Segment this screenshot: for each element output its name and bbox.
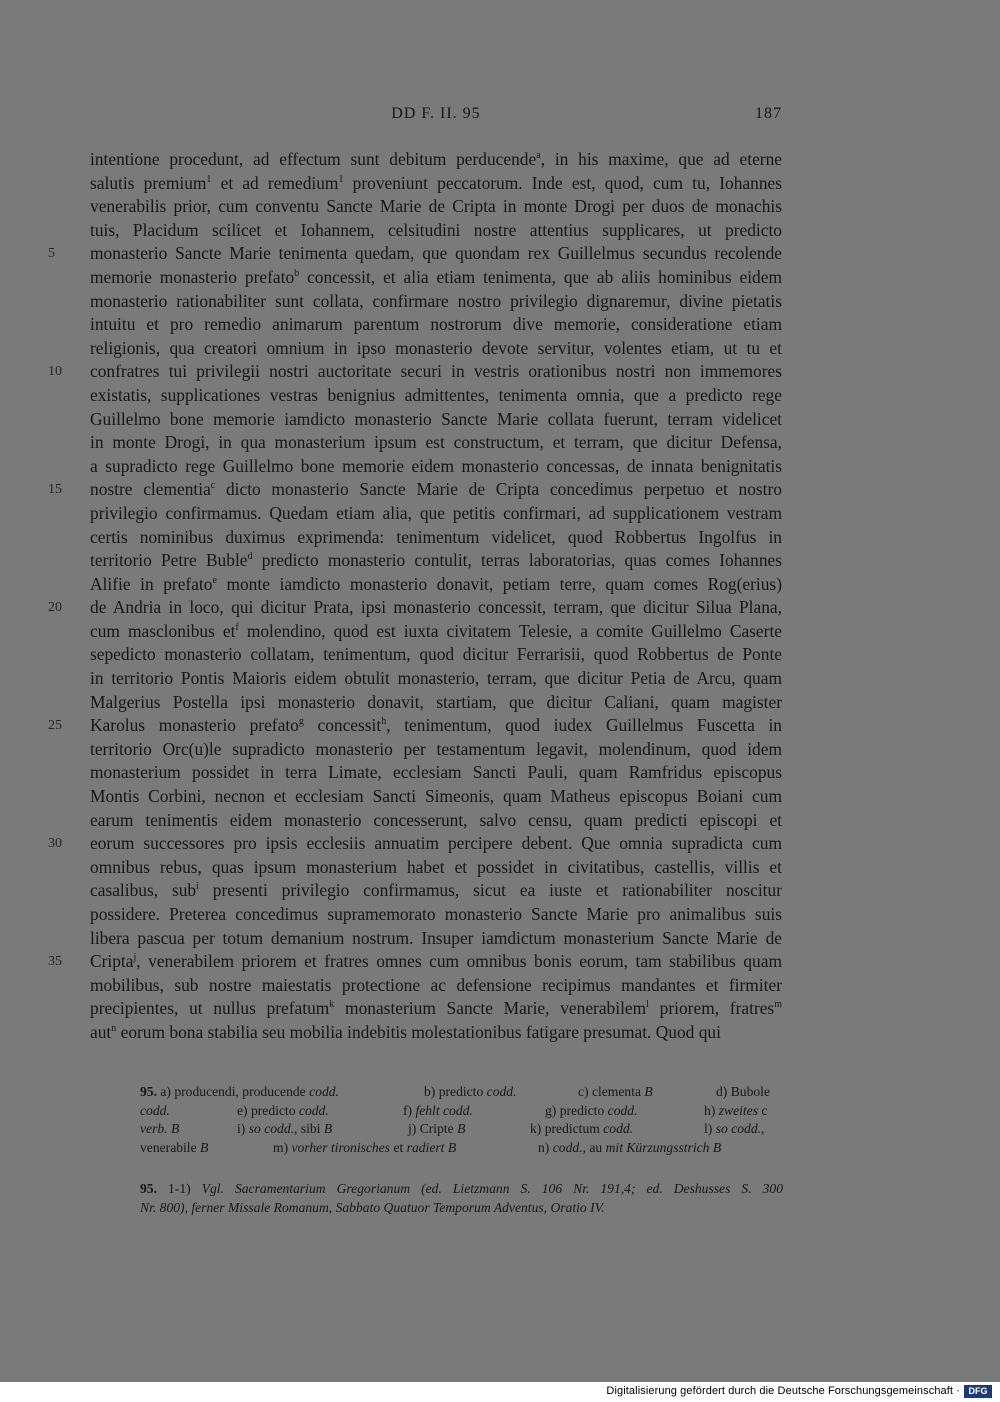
page-number: 187 bbox=[755, 105, 782, 122]
line-text: intuitu et pro remedio animarum parentum nostrorum dive memorie, consideratione etiam bbox=[90, 314, 782, 335]
line-text: Alifie in prefato$^e$ monte iamdicto monasterio donavit, petiam terre, quam comes Rog(erius) bbox=[90, 573, 782, 594]
apparatus-row bbox=[140, 1139, 783, 1158]
line-number: 10 bbox=[48, 364, 62, 380]
line-text: libera pascua per totum demanium nostrum. Insuper iamdictum monasterium Sancte Marie de bbox=[90, 927, 782, 948]
line-text: earum tenimentis eidem monasterio concesserunt, salvo censu, quam predicti episcopi et bbox=[90, 809, 782, 830]
text-line bbox=[90, 761, 782, 785]
credit-bar bbox=[0, 1382, 1000, 1402]
text-line bbox=[90, 313, 782, 337]
line-text: intentione procedunt, ad effectum sunt debitum perducende$^a$, in his maxime, que ad eterne bbox=[90, 149, 782, 169]
text-line bbox=[48, 950, 782, 974]
apparatus-note: codd. bbox=[140, 1102, 170, 1118]
text-line bbox=[90, 856, 782, 880]
line-text: salutis premium$^1$ et ad remedium$^1$ proveniunt peccatorum. Inde est, quod, cum tu, Iohannes bbox=[90, 172, 783, 193]
critical-apparatus bbox=[140, 1083, 783, 1157]
text-line bbox=[90, 903, 782, 927]
source-note-line: 95. 1-1) Vgl. Sacramentarium Gregorianum (ed. Lietzmann S. 106 Nr. 191,4; ed. Deshusses S. 300 bbox=[140, 1181, 783, 1196]
text-line bbox=[90, 195, 782, 219]
text-line bbox=[90, 879, 782, 903]
line-text: monasterium possidet in terra Limate, ecclesiam Sancti Pauli, quam Ramfridus episcopus bbox=[90, 762, 782, 783]
text-line bbox=[90, 785, 782, 809]
line-number: 20 bbox=[48, 600, 62, 616]
line-text: territorio Petre Buble$^d$ predicto monasterio contulit, terras laboratorias, quas comes Iohannes bbox=[90, 550, 782, 571]
text-line bbox=[90, 974, 782, 998]
source-note-line: Nr. 800), ferner Missale Romanum, Sabbato Quatuor Temporum Adventus, Oratio IV. bbox=[140, 1199, 605, 1215]
text-line bbox=[90, 691, 782, 715]
apparatus-note: n) codd., au mit Kürzungsstrich B bbox=[538, 1139, 722, 1155]
line-text: territorio Orc(u)le supradicto monasterio per testamentum legavit, molendinum, quod idem bbox=[90, 738, 782, 759]
line-text: eorum successores pro ipsis ecclesiis annuatim percipere debent. Que omnia supradicta cum bbox=[90, 833, 782, 854]
line-text: Montis Corbini, necnon et ecclesiam Sancti Simeonis, quam Matheus episcopus Boiani cum bbox=[90, 786, 782, 807]
text-line bbox=[90, 337, 782, 361]
apparatus-note: i) so codd., sibi B bbox=[237, 1121, 333, 1136]
text-line bbox=[90, 667, 782, 691]
text-line bbox=[90, 219, 782, 243]
text-line bbox=[48, 832, 782, 856]
line-number: 5 bbox=[48, 246, 55, 262]
line-text: Karolus monasterio prefato$^g$ concessit$^h$, tenimentum, quod iudex Guillelmus Fuscetta in bbox=[90, 715, 782, 736]
line-text: de Andria in loco, qui dicitur Prata, ipsi monasterio concessit, terram, que dicitur Silua Plana, bbox=[90, 597, 782, 618]
text-line bbox=[90, 384, 782, 408]
apparatus-note: l) so codd., bbox=[704, 1121, 765, 1136]
text-line bbox=[90, 455, 782, 479]
text-line bbox=[90, 502, 782, 526]
line-text: Guillelmo bone memorie iamdicto monasterio Sancte Marie collata fuerunt, terram videlicet bbox=[90, 408, 782, 429]
dfg-logo[interactable]: DFG bbox=[964, 1385, 992, 1398]
line-text: a supradicto rege Guillelmo bone memorie eidem monasterio concessas, de innata benignitatis bbox=[90, 455, 782, 476]
line-text: certis nominibus duximus exprimenda: tenimentum videlicet, quod Robbertus Ingolfus in bbox=[90, 526, 782, 547]
apparatus-note: c) clementa B bbox=[578, 1084, 653, 1099]
line-text: religionis, qua creatori omnium in ipso monasterio devote servitur, volentes etiam, ut tu et bbox=[90, 337, 782, 358]
line-number: 30 bbox=[48, 836, 62, 852]
apparatus-note: k) predictum codd. bbox=[530, 1121, 634, 1136]
line-text: sepedicto monasterio collatam, tenimentum, quod dicitur Ferrarisii, quod Robbertus de Ponte bbox=[90, 644, 782, 665]
text-line bbox=[90, 431, 782, 455]
apparatus-note: 95. a) producendi, producende codd. bbox=[140, 1084, 339, 1099]
apparatus-row bbox=[140, 1120, 783, 1139]
text-line bbox=[90, 573, 782, 597]
credit-text: Digitalisierung gefördert durch die Deutsche Forschungsgemeinschaft · bbox=[606, 1385, 960, 1397]
apparatus-note: j) Cripte B bbox=[408, 1121, 466, 1136]
text-line bbox=[48, 242, 782, 266]
text-line bbox=[90, 172, 782, 196]
text-line bbox=[90, 526, 782, 550]
source-notes bbox=[140, 1180, 783, 1217]
text-line bbox=[90, 148, 782, 172]
line-text: confratres tui privilegii nostri auctoritate securi in vestris orationibus nostri non immemores bbox=[90, 361, 782, 382]
line-text: omnibus rebus, quas ipsum monasterium habet et possidet in civitatibus, castellis, villis et bbox=[90, 856, 782, 877]
line-text: aut$^n$ eorum bona stabilia seu mobilia indebitis molestationibus fatigare presumat. Quod qui bbox=[90, 1021, 721, 1042]
apparatus-note: verb. B bbox=[140, 1121, 180, 1136]
text-line bbox=[90, 997, 782, 1021]
apparatus-note: d) Bubole bbox=[716, 1084, 770, 1099]
apparatus-note: e) predicto codd. bbox=[237, 1102, 329, 1118]
header-title: DD F. II. 95 bbox=[391, 105, 481, 122]
line-text: monasterio rationabiliter sunt collata, confirmare nostro privilegio dignaremur, divine pietatis bbox=[90, 290, 782, 311]
line-text: nostre clementia$^c$ dicto monasterio Sancte Marie de Cripta concedimus perpetuo et nostro bbox=[90, 479, 782, 500]
apparatus-note: g) predicto codd. bbox=[545, 1102, 638, 1118]
line-text: venerabilis prior, cum conventu Sancte Marie de Cripta in monte Drogi per duos de monachis bbox=[90, 196, 782, 217]
text-line bbox=[48, 596, 782, 620]
apparatus-row bbox=[140, 1102, 783, 1121]
apparatus-row bbox=[140, 1083, 783, 1102]
line-text: cum masclonibus $et^f$ molendino, quod est iuxta civitatem Telesie, a comite Guillelmo Caserte bbox=[90, 620, 782, 641]
line-text: existatis, supplicationes vestras benignius admittentes, tenimenta omnia, que a predicto rege bbox=[90, 384, 782, 405]
apparatus-note: m) vorher tironisches et radiert B bbox=[273, 1139, 457, 1155]
line-number: 25 bbox=[48, 718, 62, 734]
text-line bbox=[90, 620, 782, 644]
text-line bbox=[48, 478, 782, 502]
line-text: monasterio Sancte Marie tenimenta quedam, que quondam rex Guillelmus secundus recolende bbox=[90, 243, 782, 264]
apparatus-note: f) fehlt codd. bbox=[403, 1102, 473, 1118]
line-text: in monte Drogi, in qua monasterium ipsum est constructum, et terram, que dicitur Defensa, bbox=[90, 432, 782, 453]
apparatus-note: venerabile B bbox=[140, 1139, 209, 1155]
text-line bbox=[48, 714, 782, 738]
line-text: memorie monasterio prefato$^b$ concessit, et alia etiam tenimenta, que ab aliis hominibus eidem bbox=[90, 266, 782, 287]
text-line bbox=[90, 408, 782, 432]
main-text bbox=[48, 148, 783, 1045]
line-text: precipientes, ut nullus prefatum$^k$ monasterium Sancte Marie, venerabilem$^l$ priorem, fratres$^m$ bbox=[90, 998, 782, 1019]
line-text: Cripta$^j$, venerabilem priorem et fratres omnes cum omnibus bonis eorum, tam stabilibus quam bbox=[90, 951, 782, 972]
text-line bbox=[90, 290, 782, 314]
line-text: in territorio Pontis Maioris eidem obtulit monasterio, terram, que dicitur Petia de Arcu, quam bbox=[90, 668, 782, 689]
text-line bbox=[90, 266, 782, 290]
apparatus-note: h) zweites c bbox=[704, 1102, 768, 1118]
line-number: 35 bbox=[48, 954, 62, 970]
line-text: privilegio confirmamus. Quedam etiam alia, que petitis confirmari, ad supplicationem vestram bbox=[90, 502, 782, 523]
running-header bbox=[90, 105, 782, 129]
line-text: tuis, Placidum scilicet et Iohannem, celsitudini nostre attentius supplicares, ut predicto bbox=[90, 219, 782, 240]
apparatus-note: b) predicto codd. bbox=[424, 1084, 517, 1099]
text-line bbox=[90, 1021, 782, 1045]
text-line bbox=[90, 549, 782, 573]
line-text: Malgerius Postella ipsi monasterio donavit, startiam, que dicitur Caliani, quam magister bbox=[90, 691, 782, 712]
text-line bbox=[90, 738, 782, 762]
text-line bbox=[48, 360, 782, 384]
line-number: 15 bbox=[48, 482, 62, 498]
line-text: possidere. Preterea concedimus supramemorato monasterio Sancte Marie pro animalibus suis bbox=[90, 904, 782, 924]
text-line bbox=[90, 809, 782, 833]
text-line bbox=[90, 927, 782, 951]
line-text: mobilibus, sub nostre maiestatis protectione ac defensione recipimus mandantes et firmiter bbox=[90, 974, 782, 995]
text-line bbox=[90, 643, 782, 667]
line-text: casalibus, sub$^i$ presenti privilegio confirmamus, sicut ea iuste et rationabiliter noscitur bbox=[90, 880, 782, 901]
